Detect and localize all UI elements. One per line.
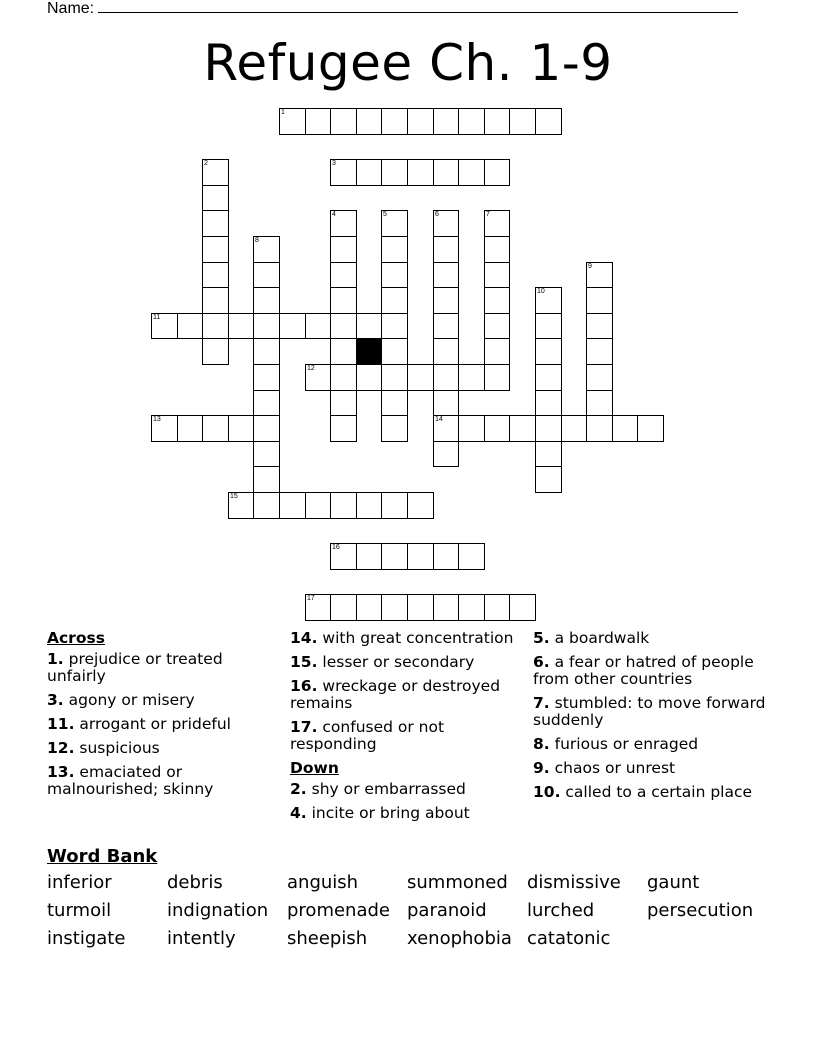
- clue-across-1: [47, 651, 247, 685]
- crossword-cell[interactable]: [381, 338, 408, 365]
- crossword-cell[interactable]: [484, 313, 510, 339]
- crossword-cell[interactable]: [458, 364, 485, 391]
- clue-text: chaos or unrest: [554, 759, 676, 777]
- word-bank-title: Word Bank: [47, 846, 158, 867]
- crossword-cell[interactable]: [279, 492, 306, 519]
- clue-number: 8.: [533, 735, 550, 753]
- word-bank-word: dismissive: [527, 872, 621, 893]
- crossword-cell[interactable]: [433, 594, 459, 621]
- clue-number: 16.: [290, 677, 318, 695]
- crossword-cell[interactable]: [330, 390, 357, 416]
- crossword-cell[interactable]: [253, 262, 280, 288]
- crossword-cell[interactable]: [330, 594, 357, 621]
- crossword-cell[interactable]: [330, 313, 357, 339]
- crossword-cell[interactable]: [484, 364, 510, 391]
- clue-number: 11.: [47, 715, 75, 733]
- crossword-cell[interactable]: [484, 159, 510, 186]
- crossword-black-cell: [356, 338, 382, 365]
- crossword-cell[interactable]: [381, 492, 408, 519]
- crossword-cell[interactable]: [535, 466, 562, 493]
- crossword-cell[interactable]: [433, 338, 459, 365]
- clue-down-2: [290, 781, 515, 798]
- clue-down-6: [533, 654, 773, 688]
- crossword-cell[interactable]: [586, 415, 613, 442]
- crossword-cell[interactable]: [484, 108, 510, 135]
- crossword-cell[interactable]: [253, 415, 280, 442]
- crossword-cell[interactable]: [433, 313, 459, 339]
- crossword-cell[interactable]: [407, 594, 434, 621]
- crossword-cell[interactable]: [433, 287, 459, 314]
- crossword-cell[interactable]: [356, 159, 382, 186]
- crossword-cell[interactable]: [381, 415, 408, 442]
- crossword-cell[interactable]: [228, 313, 254, 339]
- crossword-cell[interactable]: [433, 364, 459, 391]
- crossword-cell[interactable]: [381, 236, 408, 263]
- crossword-cell[interactable]: [484, 236, 510, 263]
- clue-across-14: [290, 630, 515, 647]
- crossword-cell[interactable]: [253, 287, 280, 314]
- crossword-cell[interactable]: [612, 415, 638, 442]
- crossword-cell[interactable]: [484, 287, 510, 314]
- crossword-cell[interactable]: [228, 492, 254, 519]
- clue-text: arrogant or prideful: [79, 715, 231, 733]
- clue-number-label: 1: [281, 109, 285, 116]
- crossword-cell[interactable]: [433, 390, 459, 416]
- crossword-cell[interactable]: [433, 159, 459, 186]
- crossword-cell[interactable]: [407, 543, 434, 570]
- crossword-cell[interactable]: [305, 364, 331, 391]
- crossword-cell[interactable]: [509, 415, 536, 442]
- clue-across-17: [290, 719, 515, 753]
- clue-number: 2.: [290, 780, 307, 798]
- crossword-cell[interactable]: [305, 594, 331, 621]
- crossword-cell[interactable]: [253, 338, 280, 365]
- clue-text: agony or misery: [68, 691, 195, 709]
- clue-number-label: 17: [307, 595, 315, 602]
- clue-column-2: [290, 630, 515, 829]
- crossword-cell[interactable]: [330, 236, 357, 263]
- crossword-cell[interactable]: [381, 287, 408, 314]
- clue-text: with great concentration: [322, 629, 514, 647]
- clue-number-label: 13: [153, 416, 161, 423]
- clue-text: confused or not responding: [290, 718, 445, 753]
- clue-number: 6.: [533, 653, 550, 671]
- crossword-cell[interactable]: [356, 543, 382, 570]
- clue-down-10: [533, 784, 773, 801]
- crossword-cell[interactable]: [279, 313, 306, 339]
- clue-number-label: 16: [332, 544, 340, 551]
- crossword-cell[interactable]: [330, 543, 357, 570]
- clue-down-7: [533, 695, 773, 729]
- crossword-cell[interactable]: [484, 262, 510, 288]
- clue-number-label: 9: [588, 263, 592, 270]
- clue-down-8: [533, 736, 773, 753]
- clue-text: suspicious: [79, 739, 160, 757]
- clue-number: 12.: [47, 739, 75, 757]
- crossword-cell[interactable]: [586, 262, 613, 288]
- crossword-cell[interactable]: [202, 338, 229, 365]
- crossword-cell[interactable]: [202, 236, 229, 263]
- clue-number-label: 6: [435, 211, 439, 218]
- clue-number: 5.: [533, 629, 550, 647]
- word-bank-word: intently: [167, 928, 236, 949]
- crossword-cell[interactable]: [330, 210, 357, 237]
- crossword-cell[interactable]: [509, 594, 536, 621]
- clue-text: incite or bring about: [311, 804, 470, 822]
- word-bank: [47, 872, 787, 950]
- crossword-cell[interactable]: [535, 108, 562, 135]
- crossword-cell[interactable]: [458, 594, 485, 621]
- crossword-cell[interactable]: [228, 415, 254, 442]
- crossword-cell[interactable]: [330, 108, 357, 135]
- clue-text: called to a certain place: [565, 783, 753, 801]
- crossword-cell[interactable]: [330, 159, 357, 186]
- crossword-cell[interactable]: [253, 313, 280, 339]
- crossword-cell[interactable]: [253, 492, 280, 519]
- crossword-cell[interactable]: [535, 415, 562, 442]
- crossword-cell[interactable]: [381, 262, 408, 288]
- crossword-cell[interactable]: [356, 364, 382, 391]
- crossword-cell[interactable]: [381, 390, 408, 416]
- crossword-cell[interactable]: [253, 441, 280, 467]
- clue-down-4: [290, 805, 515, 822]
- clue-text: prejudice or treated unfairly: [47, 650, 223, 685]
- crossword-cell[interactable]: [484, 338, 510, 365]
- clue-number-label: 5: [383, 211, 387, 218]
- clue-across-15: [290, 654, 515, 671]
- clue-text: a fear or hatred of people from other countries: [533, 653, 754, 688]
- clue-number: 9.: [533, 759, 550, 777]
- crossword-cell[interactable]: [202, 185, 229, 211]
- crossword-cell[interactable]: [381, 594, 408, 621]
- clue-text: furious or enraged: [554, 735, 699, 753]
- crossword-cell[interactable]: [433, 441, 459, 467]
- crossword-cell[interactable]: [433, 108, 459, 135]
- crossword-cell[interactable]: [509, 108, 536, 135]
- crossword-cell[interactable]: [381, 364, 408, 391]
- clue-number-label: 4: [332, 211, 336, 218]
- crossword-cell[interactable]: [381, 159, 408, 186]
- clue-text: lesser or secondary: [322, 653, 475, 671]
- crossword-cell[interactable]: [356, 313, 382, 339]
- crossword-cell[interactable]: [202, 415, 229, 442]
- down-heading: Down: [290, 759, 339, 777]
- clue-number: 4.: [290, 804, 307, 822]
- word-bank-word: catatonic: [527, 928, 611, 949]
- crossword-cell[interactable]: [381, 313, 408, 339]
- clue-column-1: [47, 630, 247, 805]
- clue-column-3: [533, 630, 773, 808]
- clue-across-11: [47, 716, 247, 733]
- clue-down-9: [533, 760, 773, 777]
- crossword-cell[interactable]: [151, 313, 178, 339]
- crossword-cell[interactable]: [177, 415, 203, 442]
- word-bank-word: sheepish: [287, 928, 368, 949]
- clue-text: emaciated or malnourished; skinny: [47, 763, 214, 798]
- crossword-cell[interactable]: [202, 287, 229, 314]
- clue-down-5: [533, 630, 773, 647]
- word-bank-word: debris: [167, 872, 223, 893]
- word-bank-word: inferior: [47, 872, 112, 893]
- crossword-cell[interactable]: [305, 492, 331, 519]
- word-bank-word: instigate: [47, 928, 126, 949]
- word-bank-word: anguish: [287, 872, 359, 893]
- crossword-cell[interactable]: [330, 262, 357, 288]
- crossword-cell[interactable]: [202, 210, 229, 237]
- crossword-cell[interactable]: [458, 543, 485, 570]
- clue-number: 17.: [290, 718, 318, 736]
- clue-text: stumbled: to move forward suddenly: [533, 694, 766, 729]
- crossword-cell[interactable]: [586, 364, 613, 391]
- crossword-cell[interactable]: [535, 364, 562, 391]
- crossword-cell[interactable]: [253, 364, 280, 391]
- crossword-cell[interactable]: [330, 364, 357, 391]
- crossword-cell[interactable]: [535, 441, 562, 467]
- crossword-cell[interactable]: [177, 313, 203, 339]
- crossword-cell[interactable]: [586, 313, 613, 339]
- clue-number: 1.: [47, 650, 64, 668]
- clue-number: 7.: [533, 694, 550, 712]
- page-title: Refugee Ch. 1-9: [203, 34, 613, 92]
- clue-number-label: 3: [332, 160, 336, 167]
- clue-number-label: 12: [307, 365, 315, 372]
- crossword-cell[interactable]: [433, 262, 459, 288]
- word-bank-word: paranoid: [407, 900, 487, 921]
- across-heading: Across: [47, 629, 105, 647]
- crossword-cell[interactable]: [407, 159, 434, 186]
- crossword-cell[interactable]: [253, 466, 280, 493]
- crossword-cell[interactable]: [433, 210, 459, 237]
- word-bank-word: indignation: [167, 900, 269, 921]
- crossword-cell[interactable]: [561, 415, 587, 442]
- clue-number: 13.: [47, 763, 75, 781]
- word-bank-word: summoned: [407, 872, 508, 893]
- crossword-cell[interactable]: [330, 287, 357, 314]
- word-bank-word: gaunt: [647, 872, 700, 893]
- crossword-cell[interactable]: [356, 108, 382, 135]
- clue-number: 10.: [533, 783, 561, 801]
- crossword-cell[interactable]: [381, 108, 408, 135]
- name-label: Name:: [47, 0, 95, 17]
- crossword-cell[interactable]: [458, 108, 485, 135]
- crossword-cell[interactable]: [433, 543, 459, 570]
- word-bank-word: turmoil: [47, 900, 112, 921]
- clue-across-3: [47, 692, 247, 709]
- clue-number: 15.: [290, 653, 318, 671]
- clue-number-label: 14: [435, 416, 443, 423]
- crossword-cell[interactable]: [330, 492, 357, 519]
- crossword-cell[interactable]: [484, 415, 510, 442]
- clue-text: a boardwalk: [554, 629, 650, 647]
- clue-text: shy or embarrassed: [311, 780, 466, 798]
- word-bank-word: promenade: [287, 900, 390, 921]
- crossword-cell[interactable]: [433, 415, 459, 442]
- crossword-cell[interactable]: [305, 108, 331, 135]
- crossword-cell[interactable]: [407, 492, 434, 519]
- crossword-cell[interactable]: [433, 236, 459, 263]
- clue-number-label: 2: [204, 160, 208, 167]
- crossword-cell[interactable]: [484, 594, 510, 621]
- crossword-cell[interactable]: [356, 594, 382, 621]
- crossword-cell[interactable]: [637, 415, 664, 442]
- crossword-cell[interactable]: [202, 262, 229, 288]
- crossword-cell[interactable]: [202, 313, 229, 339]
- crossword-cell[interactable]: [484, 210, 510, 237]
- crossword-cell[interactable]: [586, 287, 613, 314]
- crossword-cell[interactable]: [407, 364, 434, 391]
- crossword-cell[interactable]: [586, 390, 613, 416]
- word-bank-word: xenophobia: [407, 928, 512, 949]
- crossword-cell[interactable]: [253, 236, 280, 263]
- clue-number-label: 8: [255, 237, 259, 244]
- clue-number: 3.: [47, 691, 64, 709]
- clue-number-label: 10: [537, 288, 545, 295]
- crossword-cell[interactable]: [458, 415, 485, 442]
- crossword-cell[interactable]: [330, 415, 357, 442]
- clue-text: wreckage or destroyed remains: [290, 677, 501, 712]
- crossword-cell[interactable]: [535, 313, 562, 339]
- clue-across-13: [47, 764, 247, 798]
- clue-across-16: [290, 678, 515, 712]
- crossword-cell[interactable]: [305, 313, 331, 339]
- crossword-cell[interactable]: [279, 108, 306, 135]
- crossword-cell[interactable]: [535, 338, 562, 365]
- crossword-cell[interactable]: [151, 415, 178, 442]
- crossword-cell[interactable]: [356, 492, 382, 519]
- crossword-cell[interactable]: [458, 159, 485, 186]
- crossword-cell[interactable]: [535, 390, 562, 416]
- clue-number-label: 15: [230, 493, 238, 500]
- clue-number: 14.: [290, 629, 318, 647]
- crossword-cell[interactable]: [407, 108, 434, 135]
- clue-number-label: 11: [153, 314, 161, 321]
- crossword-cell[interactable]: [202, 159, 229, 186]
- clue-across-12: [47, 740, 247, 757]
- crossword-cell[interactable]: [381, 543, 408, 570]
- word-bank-word: lurched: [527, 900, 595, 921]
- crossword-cell[interactable]: [535, 287, 562, 314]
- crossword-cell[interactable]: [253, 390, 280, 416]
- word-bank-word: persecution: [647, 900, 754, 921]
- crossword-cell[interactable]: [381, 210, 408, 237]
- crossword-cell[interactable]: [330, 338, 357, 365]
- clue-number-label: 7: [486, 211, 490, 218]
- crossword-cell[interactable]: [586, 338, 613, 365]
